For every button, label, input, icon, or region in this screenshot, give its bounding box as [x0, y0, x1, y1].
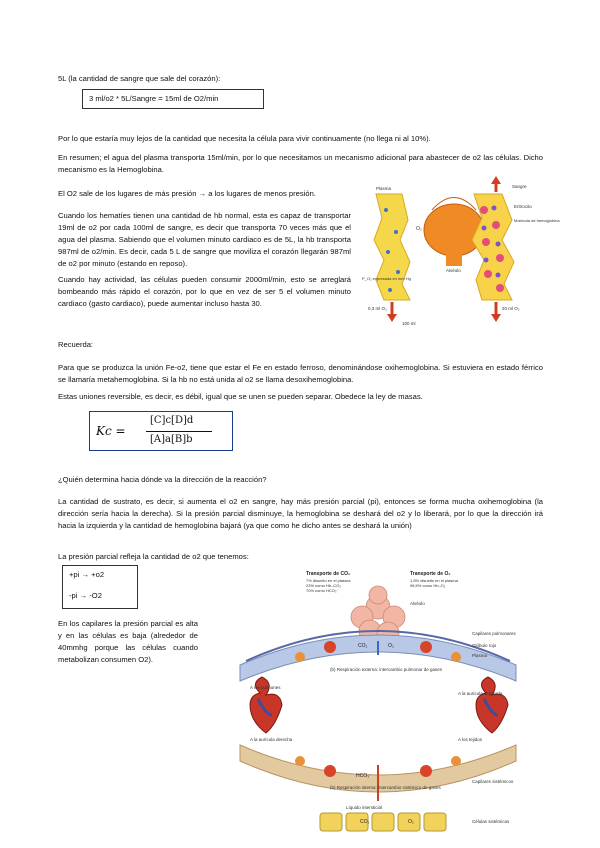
fig2-co2-upper: CO₂	[358, 643, 368, 649]
fraction-bar	[146, 431, 212, 432]
formula-text: 3 ml/o2 * 5L/Sangre = 15ml de O2/min	[89, 94, 219, 103]
fig1-hemoglobina-label: Molécula de hemoglobina	[514, 218, 560, 223]
fig2-celulas-label: Células sistémicas	[472, 819, 510, 824]
fig2-liquido-label: Líquido intersticial	[346, 805, 383, 810]
fig1-eritrocito-label: Eritrocito	[514, 204, 532, 209]
paragraph-1: Por lo que estaría muy lejos de la cantidad que necesita la célula para vivir continuamente (no llega ni al 10%).	[58, 134, 431, 143]
fig2-o2-title: Transporte de O₂	[410, 571, 451, 577]
paragraph-8: La cantidad de sustrato, es decir, si aumenta el o2 en sangre, hay más presión parcial (pi), entonces se forma mucha oxihemoglobina (la dirección sería hacia la derecha). Si la presión parcial disminuye, la hemoglobina se deshará del o2 y lo liberará, por lo que la dirección irá hacia la izquierda y la cantidad de hemoglobina bajará (ya que como he dicho antes se deshará la unión)	[58, 497, 543, 530]
fig2-co2-lower: CO₂	[360, 819, 370, 825]
fig2-o2-line-1: 1,5% disuelto en el plasma	[410, 578, 458, 583]
fig2-capilares-sist-label: Capilares sistémicos	[472, 779, 514, 784]
equation-denominator: [A]a[B]b	[150, 434, 193, 445]
paragraph-4: Cuando los hematíes tienen una cantidad de hb normal, esta es capaz de transportar 19ml de o2 por cada 100ml de sangre, es decir que transporta 70 veces más que el agua del plasma. Sabiendo que el volumen minuto cardiaco es de 5L, la hb transporta 987ml de o2/min. Es decir, cada 5 L de sangre que moviliza el corazón llegarán 987ml de o2 por minuto (estando en reposo).	[58, 211, 351, 268]
fig1-sangre-label: Sangre	[512, 184, 527, 189]
fig2-auricula-der-label: A la aurícula derecha	[250, 737, 293, 742]
fig2-resp-ext-label: (b) Respiración externa: intercambio pulmonar de gases	[330, 667, 443, 672]
equation-numerator: [C]c[D]d	[150, 415, 194, 426]
fig2-co2-line-3: 70% como HCO₃⁻	[306, 588, 339, 593]
fig1-alveolo-label: Alvéolo	[446, 268, 461, 273]
pi-line-1: +pi → +o2	[69, 570, 105, 579]
fig1-right-bottom-label: 20 ml O₂	[502, 306, 520, 311]
gas-exchange-figure	[210, 565, 546, 845]
fig2-co2-title: Transporte de CO₂	[306, 571, 351, 577]
pi-box	[62, 565, 138, 609]
fig2-resp-int-label: (b) Respiración interna: intercambio sistémico de gases	[330, 785, 441, 790]
fig1-left-bottom-label: 0,3 ml O₂	[368, 306, 387, 311]
fig2-o2-lower: O₂	[408, 819, 414, 825]
fig2-co2-line-2: 23% como Hb–CO₂	[306, 583, 341, 588]
equilibrium-equation	[89, 411, 233, 451]
fig2-o2-line-2: 98,5% como Hb–O₂	[410, 583, 446, 588]
fig2-plasma-label: Plasma	[472, 653, 488, 658]
fig2-co2-line-1: 7% disuelto en el plasma	[306, 578, 351, 583]
fig2-auricula-izq-label: A la aurícula izquierda	[458, 691, 503, 696]
formula-box	[82, 89, 264, 109]
hemoglobin-transport-figure	[362, 180, 560, 328]
fig2-hco3-lower: HCO₃⁻	[356, 773, 372, 779]
fig2-tejidos-label: A los tejidos	[458, 737, 483, 742]
pi-line-2: -pi → -O2	[69, 591, 102, 600]
fig1-100ml-label: 100 ml	[402, 321, 416, 326]
paragraph-9: La presión parcial refleja la cantidad de o2 que tenemos:	[58, 552, 249, 561]
fig2-alveolo-label: Alvéolo	[410, 601, 425, 606]
intro-label: 5L (la cantidad de sangre que sale del corazón):	[58, 74, 221, 83]
fig1-po2-label: P_O₂ expresada en mm Hg	[362, 276, 411, 281]
fig2-capilares-pulm-label: Capilares pulmonares	[472, 631, 516, 636]
paragraph-2: En resumen; el agua del plasma transporta 15ml/min, por lo que necesitamos un mecanismo adicional para abastecer de o2 las células. Dicho mecanismo es la Hemoglobina.	[58, 153, 543, 174]
paragraph-6: Para que se produzca la unión Fe-o2, tiene que estar el Fe en estado ferroso, denominándose oxihemoglobina. Si estuviera en estado férrico se llamaría metahemoglobina. Si la hb no está unida al o2 se llama desoxihemoglobina.	[58, 363, 543, 384]
paragraph-3: El O2 sale de los lugares de más presión → a los lugares de menos presión.	[58, 189, 316, 198]
fig2-globulo-label: Glóbulo rojo	[472, 643, 497, 648]
recuerda-heading: Recuerda:	[58, 340, 94, 349]
paragraph-7: Estas uniones reversible, es decir, es débil, igual que se unen se pueden separar. Obedece la ley de masas.	[58, 392, 423, 401]
fig2-pulmones-label: A los pulmones	[250, 685, 281, 690]
equation-lhs: Kc =	[96, 424, 126, 438]
paragraph-5: Cuando hay actividad, las células pueden consumir 2000ml/min, esto se arreglará bombeando más rápido el corazón, por lo que en vez de ser 5 el volumen minuto cardiaco (gasto cardiaco), puede aumentar incluso hasta 30.	[58, 275, 351, 308]
fig1-plasma-label: Plasma	[376, 186, 392, 191]
question-heading: ¿Quién determina hacia dónde va la dirección de la reacción?	[58, 475, 267, 484]
paragraph-10: En los capilares la presión parcial es alta y en las células es baja (alrededor de 40mmhg porque las células cuando metabolizan consumen O2).	[58, 619, 198, 664]
fig2-o2-upper: O₂	[388, 643, 394, 649]
fig1-o2-label: O₂	[416, 226, 422, 232]
